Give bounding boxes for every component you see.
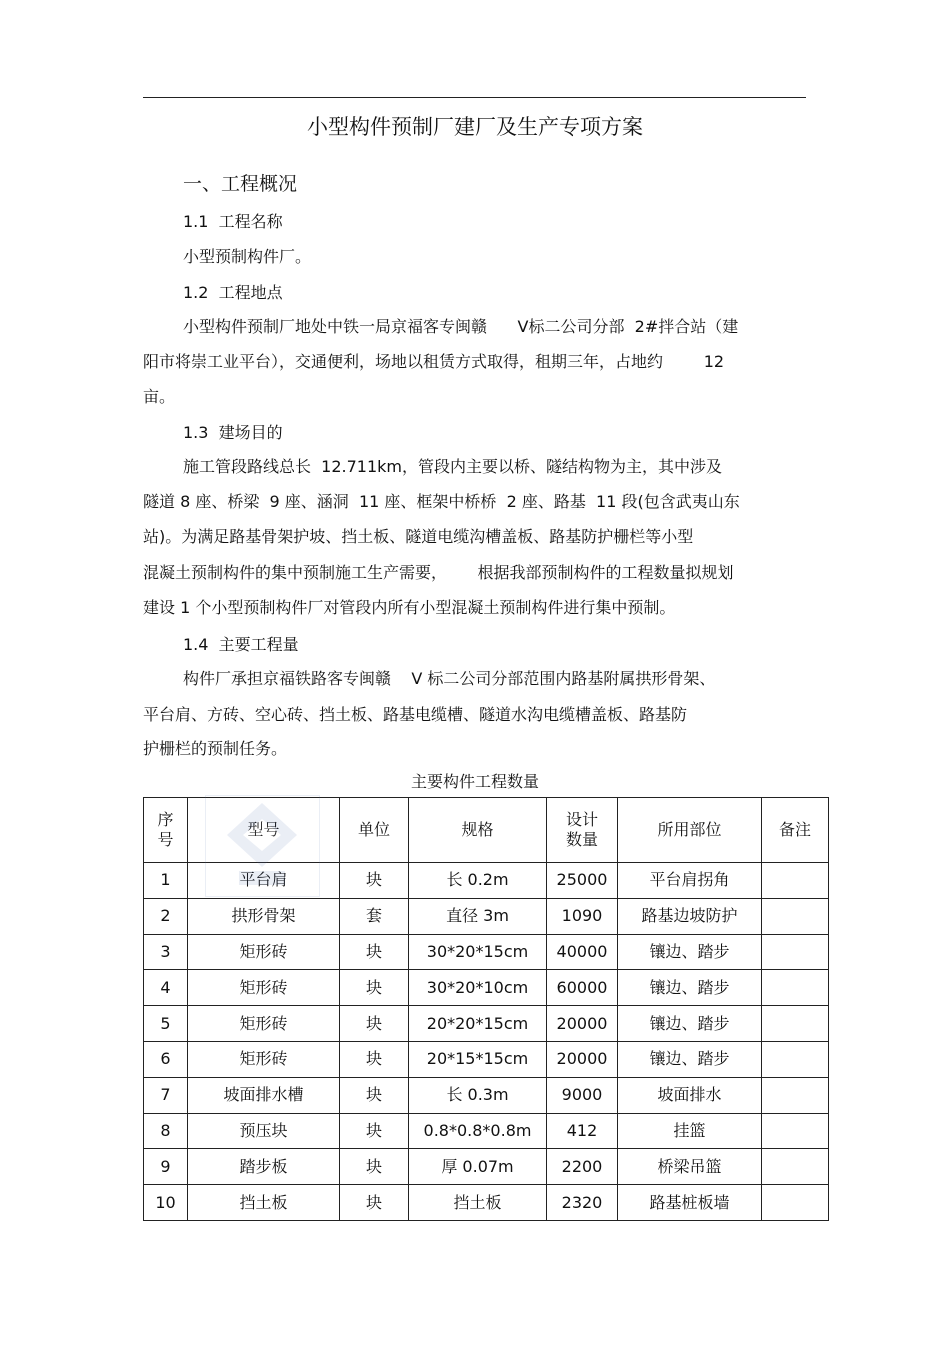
table-header-row bbox=[144, 798, 829, 863]
cell-part: 路基桩板墙 bbox=[618, 1185, 762, 1221]
header-seq-line-2: 号 bbox=[157, 830, 174, 849]
paragraph-quantities-line-3: 护栅栏的预制任务。 bbox=[143, 739, 288, 758]
cell-qty: 1090 bbox=[547, 898, 618, 934]
cell-unit: 块 bbox=[340, 1006, 409, 1042]
section-heading-overview: 一、工程概况 bbox=[183, 173, 298, 195]
cell-model: 踏步板 bbox=[188, 1149, 340, 1185]
cell-spec: 厚 0.07m bbox=[409, 1149, 547, 1185]
table-caption: 主要构件工程数量 bbox=[410, 772, 539, 791]
header-qty-line-2: 数量 bbox=[565, 830, 598, 849]
document-title: 小型构件预制厂建厂及生产专项方案 bbox=[307, 115, 643, 139]
subheading-purpose: 1.3 建场目的 bbox=[183, 423, 283, 442]
table-row bbox=[144, 970, 829, 1006]
table-row bbox=[144, 863, 829, 899]
cell-spec: 20*15*15cm bbox=[409, 1041, 547, 1077]
cell-part: 挂篮 bbox=[618, 1113, 762, 1149]
cell-qty: 412 bbox=[547, 1113, 618, 1149]
cell-unit: 块 bbox=[340, 863, 409, 899]
subheading-project-location: 1.2 工程地点 bbox=[183, 283, 283, 302]
table-row bbox=[144, 1077, 829, 1113]
cell-note bbox=[762, 1185, 829, 1221]
paragraph-purpose-line-3: 站)。为满足路基骨架护坡、挡土板、隧道电缆沟槽盖板、路基防护栅栏等小型 bbox=[143, 527, 694, 546]
table-row bbox=[144, 1149, 829, 1185]
cell-part: 镶边、踏步 bbox=[618, 934, 762, 970]
header-part: 所用部位 bbox=[618, 798, 762, 863]
cell-spec: 0.8*0.8*0.8m bbox=[409, 1113, 547, 1149]
cell-unit: 块 bbox=[340, 1185, 409, 1221]
header-seq bbox=[144, 798, 188, 863]
paragraph-location-line-3: 亩。 bbox=[143, 387, 176, 406]
paragraph-location-line-2: 阳市将崇工业平台），交通便利，场地以租赁方式取得，租期三年，占地约 12 bbox=[143, 352, 725, 371]
paragraph-location-line-1: 小型构件预制厂地处中铁一局京福客专闽赣 V标二公司分部 2#拌合站（建 bbox=[183, 317, 739, 336]
cell-unit: 套 bbox=[340, 898, 409, 934]
header-seq-line-1: 序 bbox=[157, 810, 174, 829]
cell-part: 路基边坡防护 bbox=[618, 898, 762, 934]
cell-qty: 40000 bbox=[547, 934, 618, 970]
cell-note bbox=[762, 898, 829, 934]
cell-model: 矩形砖 bbox=[188, 1041, 340, 1077]
cell-qty: 9000 bbox=[547, 1077, 618, 1113]
cell-seq: 10 bbox=[144, 1185, 188, 1221]
subheading-project-name: 1.1 工程名称 bbox=[183, 212, 283, 231]
cell-seq: 7 bbox=[144, 1077, 188, 1113]
cell-note bbox=[762, 1041, 829, 1077]
paragraph-project-name: 小型预制构件厂。 bbox=[183, 247, 312, 266]
header-spec: 规格 bbox=[409, 798, 547, 863]
cell-spec: 直径 3m bbox=[409, 898, 547, 934]
cell-qty: 20000 bbox=[547, 1041, 618, 1077]
table-row bbox=[144, 898, 829, 934]
cell-spec: 30*20*10cm bbox=[409, 970, 547, 1006]
cell-qty: 60000 bbox=[547, 970, 618, 1006]
table-row bbox=[144, 934, 829, 970]
cell-spec: 长 0.3m bbox=[409, 1077, 547, 1113]
cell-qty: 20000 bbox=[547, 1006, 618, 1042]
header-qty bbox=[547, 798, 618, 863]
cell-spec: 挡土板 bbox=[409, 1185, 547, 1221]
cell-part: 坡面排水 bbox=[618, 1077, 762, 1113]
table-row bbox=[144, 1113, 829, 1149]
cell-model: 预压块 bbox=[188, 1113, 340, 1149]
cell-spec: 30*20*15cm bbox=[409, 934, 547, 970]
cell-model: 矩形砖 bbox=[188, 934, 340, 970]
paragraph-quantities-line-1: 构件厂承担京福铁路客专闽赣 V 标二公司分部范围内路基附属拱形骨架、 bbox=[183, 669, 716, 688]
cell-model: 平台肩 bbox=[188, 863, 340, 899]
cell-part: 镶边、踏步 bbox=[618, 1006, 762, 1042]
cell-note bbox=[762, 1077, 829, 1113]
header-note: 备注 bbox=[762, 798, 829, 863]
cell-qty: 2200 bbox=[547, 1149, 618, 1185]
cell-model: 坡面排水槽 bbox=[188, 1077, 340, 1113]
cell-spec: 20*20*15cm bbox=[409, 1006, 547, 1042]
cell-unit: 块 bbox=[340, 934, 409, 970]
cell-model: 矩形砖 bbox=[188, 970, 340, 1006]
cell-note bbox=[762, 934, 829, 970]
cell-unit: 块 bbox=[340, 1077, 409, 1113]
cell-part: 镶边、踏步 bbox=[618, 1041, 762, 1077]
table-row bbox=[144, 1006, 829, 1042]
paragraph-purpose-line-1: 施工管段路线总长 12.711km，管段内主要以桥、隧结构物为主，其中涉及 bbox=[183, 457, 723, 476]
cell-seq: 4 bbox=[144, 970, 188, 1006]
subheading-main-quantities: 1.4 主要工程量 bbox=[183, 635, 299, 654]
table-row bbox=[144, 1041, 829, 1077]
cell-unit: 块 bbox=[340, 1113, 409, 1149]
header-model: 型号 bbox=[188, 798, 340, 863]
cell-seq: 9 bbox=[144, 1149, 188, 1185]
cell-model: 拱形骨架 bbox=[188, 898, 340, 934]
cell-unit: 块 bbox=[340, 1041, 409, 1077]
cell-note bbox=[762, 1149, 829, 1185]
paragraph-purpose-line-5: 建设 1 个小型预制构件厂对管段内所有小型混凝土预制构件进行集中预制。 bbox=[143, 598, 676, 617]
cell-seq: 5 bbox=[144, 1006, 188, 1042]
paragraph-quantities-line-2: 平台肩、方砖、空心砖、挡土板、路基电缆槽、隧道水沟电缆槽盖板、路基防 bbox=[143, 705, 688, 724]
cell-spec: 长 0.2m bbox=[409, 863, 547, 899]
cell-seq: 8 bbox=[144, 1113, 188, 1149]
cell-unit: 块 bbox=[340, 1149, 409, 1185]
cell-seq: 2 bbox=[144, 898, 188, 934]
cell-part: 镶边、踏步 bbox=[618, 970, 762, 1006]
cell-part: 平台肩拐角 bbox=[618, 863, 762, 899]
cell-seq: 6 bbox=[144, 1041, 188, 1077]
paragraph-purpose-line-2: 隧道 8 座、桥梁 9 座、涵洞 11 座、框架中桥桥 2 座、路基 11 段(包含武夷山东 bbox=[143, 492, 740, 511]
header-unit: 单位 bbox=[340, 798, 409, 863]
cell-qty: 2320 bbox=[547, 1185, 618, 1221]
components-quantity-table bbox=[143, 797, 829, 1221]
paragraph-purpose-line-4: 混凝土预制构件的集中预制施工生产需要， 根据我部预制构件的工程数量拟规划 bbox=[143, 563, 734, 582]
cell-note bbox=[762, 863, 829, 899]
cell-unit: 块 bbox=[340, 970, 409, 1006]
cell-note bbox=[762, 1006, 829, 1042]
cell-part: 桥梁吊篮 bbox=[618, 1149, 762, 1185]
cell-note bbox=[762, 970, 829, 1006]
cell-seq: 1 bbox=[144, 863, 188, 899]
cell-note bbox=[762, 1113, 829, 1149]
cell-model: 挡土板 bbox=[188, 1185, 340, 1221]
cell-qty: 25000 bbox=[547, 863, 618, 899]
header-qty-line-1: 设计 bbox=[565, 810, 598, 829]
header-rule bbox=[143, 97, 806, 98]
cell-seq: 3 bbox=[144, 934, 188, 970]
table-row bbox=[144, 1185, 829, 1221]
cell-model: 矩形砖 bbox=[188, 1006, 340, 1042]
